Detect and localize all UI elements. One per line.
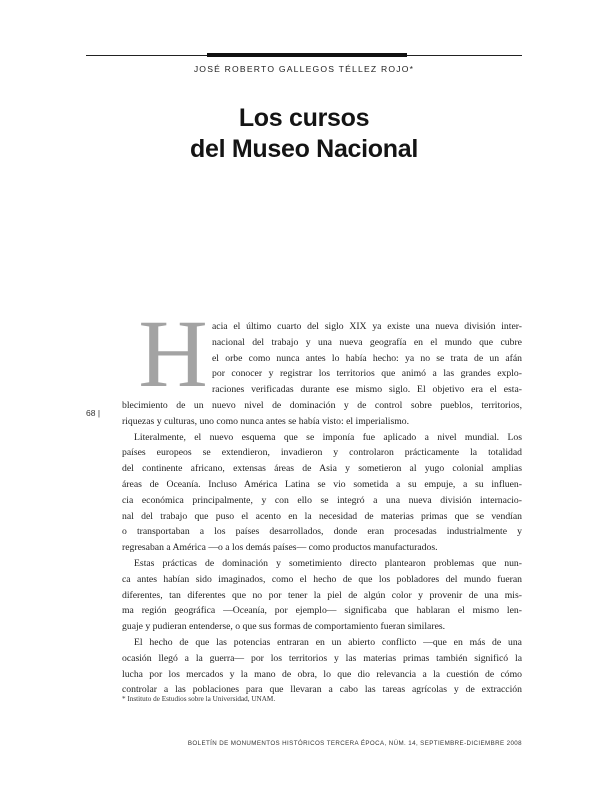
article-body [122, 319, 522, 698]
article-title [86, 103, 522, 165]
body-line: o transportaban a los países desarrollados, donde eran procesadas industrialmente y [122, 526, 522, 538]
body-line: Literalmente, el nuevo esquema que se imponía fue aplicado a nivel mundial. Los [134, 431, 522, 443]
title-line-2: del Museo Nacional [190, 135, 418, 163]
body-line: países europeos se extendieron, invadieron y controlaron prácticamente la totalidad [122, 447, 522, 459]
body-line: raciones verificadas durante ese mismo siglo. El objetivo era el esta- [212, 384, 522, 396]
body-line: el orbe como nunca antes lo había hecho: ya no se trata de un afán [212, 352, 522, 364]
body-line: nal del trabajo que puso el acento en la necesidad de materias primas que se vendían [122, 510, 522, 522]
body-line: El hecho de que las potencias entraran en un abierto conflicto —que en más de una [134, 636, 522, 648]
author-name: JOSÉ ROBERTO GALLEGOS TÉLLEZ ROJO* [193, 64, 415, 74]
body-line: cia económica principalmente, y con ello se integró a una nueva división internacio- [122, 494, 522, 506]
body-line: regresaban a América —o a los demás países— como productos manufacturados. [122, 542, 438, 554]
body-line: ca antes habían sido imaginados, como el hecho de que los pobladores del mundo fueran [122, 573, 522, 585]
body-line: lucha por los mercados y la mano de obra, lo que dio relevancia a la cuestión de cómo [122, 668, 522, 680]
body-line: nacional del trabajo y una nueva geografía en el mundo que cubre [212, 336, 522, 348]
body-line: blecimiento de un nuevo nivel de dominación y de control sobre pueblos, territorios, [122, 399, 522, 411]
running-footer: BOLETÍN DE MONUMENTOS HISTÓRICOS TERCERA ÉPOCA, NÚM. 14, SEPTIEMBRE-DICIEMBRE 2008 [187, 740, 522, 747]
body-line: del continente africano, extensas áreas de Asia y sometieron al yugo colonial amplias [122, 463, 522, 475]
page-number: 68 | [86, 408, 101, 418]
body-line: Estas prácticas de dominación y sometimiento directo plantearon problemas que nun- [134, 557, 522, 569]
body-line: ocasión llegó a la guerra— por los territorios y las materias primas también significó la [122, 652, 522, 664]
body-line: acia el último cuarto del siglo XIX ya existe una nueva división inter- [212, 321, 522, 332]
body-line: controlar a las poblaciones para que llevaran a cabo las tareas agrícolas y de extracción [122, 684, 522, 696]
body-line: por conocer y registrar los territorios que animó a las grandes explo- [212, 368, 522, 380]
header-rule-accent [207, 53, 407, 57]
drop-cap: H [138, 300, 208, 407]
title-line-1: Los cursos [238, 104, 370, 132]
body-line: ma región geográfica —Oceanía, por ejemplo— significaba que hablaran el mismo len- [122, 605, 522, 617]
body-line: diferentes, tan diferentes que no por tener la piel de algún color y provenir de una mis- [122, 589, 522, 601]
footnote: * Instituto de Estudios sobre la Universidad, UNAM. [122, 695, 276, 703]
body-line: áreas de Oceanía. Incluso América Latina se vio sometida a su empuje, a su influen- [122, 478, 522, 490]
body-line: riquezas y culturas, uno como nunca antes se había visto: el imperialismo. [122, 415, 410, 427]
body-line: guaje y pudieran entenderse, o que sus formas de comportamiento fueran similares. [122, 621, 446, 633]
